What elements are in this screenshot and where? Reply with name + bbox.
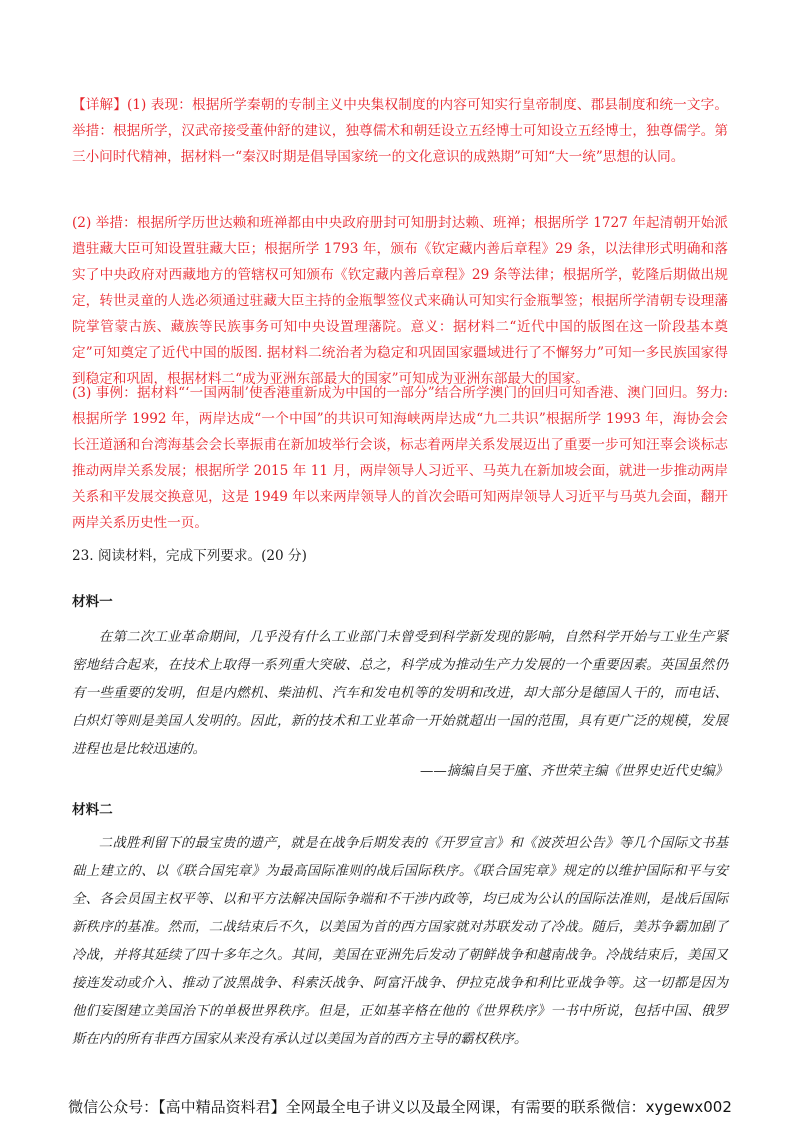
answer-paragraph-2: (2) 举措：根据所学历世达赖和班禅都由中央政府册封可知册封达赖、班禅；根据所学 1727 年起清朝开始派遣驻藏大臣可知设置驻藏大臣；根据所学 1793 年，颁布《钦定藏内善后章程》29 条，以法律形式明确和落实了中央政府对西藏地方的管辖权可知颁布《钦定藏内善后章程》29 条等法律；根据所学，乾隆后期做出规定，转世灵童的人选必须通过驻藏大臣主持的金瓶掣签仪式来确认可知实行金瓶掣签；根据所学清朝专设理藩院掌管蒙古族、藏族等民族事务可知中央设置理藩院。意义：据材料二“近代中国的版图在这一阶段基本奠定”可知奠定了近代中国的版图. 据材料二统治者为稳定和巩固国家疆域进行了不懈努力”可知一多民族国家得到稳定和巩固，根据材料二“成为亚洲东部最大的国家”可知成为亚洲东部最大的国家。 bbox=[72, 215, 728, 387]
footer-advert: 微信公众号：【高中精品资料君】全网最全电子讲义以及最全网课，有需要的联系微信：xygewx002 bbox=[68, 1098, 732, 1116]
material-1-source: ——摘编自吴于廑、齐世荣主编《世界史近代史编》 bbox=[420, 764, 728, 779]
answer-part-1-text: (1) 表现：根据所学秦朝的专制主义中央集权制度的内容可知实行皇帝制度、郡县制度和统一文字。举措：根据所学，汉武帝接受董仲舒的建议，独尊儒术和朝廷设立五经博士可知设立五经博士，独尊儒学。第三小问时代精神，据材料一“秦汉时期是倡导国家统一的文化意识的成熟期”可知“大一统”思想的认同。 bbox=[72, 97, 729, 165]
material-1-body: 在第二次工业革命期间，几乎没有什么工业部门未曾受到科学新发现的影响，自然科学开始与工业生产紧密地结合起来，在技术上取得一系列重大突破、总之，科学成为推动生产力发展的一个重要因素。英国虽然仍有一些重要的发明，但是内燃机、柴油机、汽车和发电机等的发明和改进，却大部分是德国人干的，而电话、白炽灯等则是美国人发明的。因此，新的技术和工业革命一开始就超出一国的范围，具有更广泛的规模，发展进程也是比较迅速的。 bbox=[72, 630, 728, 757]
question-23-prompt: 23. 阅读材料，完成下列要求。(20 分) bbox=[72, 548, 307, 564]
answer-paragraph-3: (3) 事例：据材料“‘一国两制’使香港重新成为中国的一部分”结合所学澳门的回归可知香港、澳门回归。努力: 根据所学 1992 年，两岸达成“一个中国”的共识可知海峡两岸达成“九二共识”根据所学 1993 年，海协会会长汪道涵和台湾海基会会长辜振甫在新加坡举行会谈，标志着两岸关系发展迈出了重要一步可知汪辜会谈标志推动两岸关系发展；根据所学 2015 年 11 月，两岸领导人习近平、马英九在新加坡会面，就进一步推动两岸关系和平发展交换意见，这是 1949 年以来两岸领导人的首次会晤可知两岸领导人习近平与马英九会面，翻开两岸关系历史性一页。 bbox=[72, 385, 728, 531]
answer-tag: 【详解】 bbox=[72, 97, 127, 113]
material-1-title: 材料一 bbox=[72, 594, 113, 610]
material-2-body: 二战胜利留下的最宝贵的遗产，就是在战争后期发表的《开罗宣言》和《波茨坦公告》等几个国际文书基础上建立的、以《联合国宪章》为最高国际准则的战后国际秩序。《联合国宪章》规定的以维护国际和平与安全、各会员国主权平等、以和平方法解决国际争端和不干涉内政等，均已成为公认的国际法准则，是战后国际新秩序的基准。然而，二战结束后不久，以美国为首的西方国家就对苏联发动了冷战。随后，美苏争霸加剧了冷战，并将其延续了四十多年之久。其间，美国在亚洲先后发动了朝鲜战争和越南战争。冷战结束后，美国又接连发动或介入、推动了波黑战争、科索沃战争、阿富汗战争、伊拉克战争和利比亚战争等。这一切都是因为他们妄图建立美国治下的单极世界秩序。但是，正如基辛格在他的《世界秩序》一书中所说，包括中国、俄罗斯在内的所有非西方国家从来没有承认过以美国为首的西方主导的霸权秩序。 bbox=[72, 836, 728, 1047]
answer-paragraph-1 bbox=[72, 92, 728, 170]
material-2-title: 材料二 bbox=[72, 802, 113, 818]
